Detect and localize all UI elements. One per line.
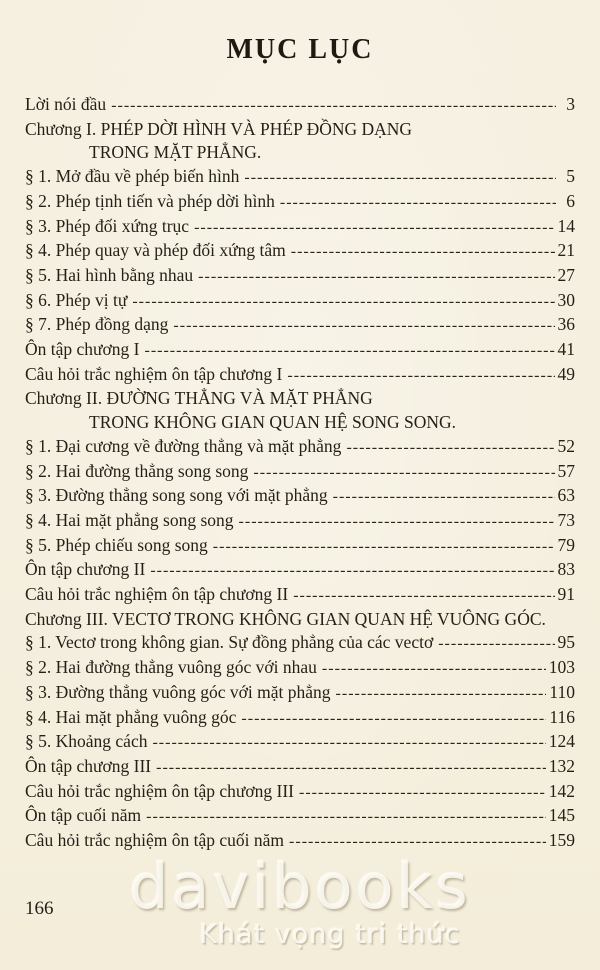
toc-entry-label: § 1. Mở đầu về phép biến hình bbox=[25, 166, 240, 187]
dash-leader bbox=[198, 264, 554, 289]
toc-entry-label: § 2. Hai đường thẳng song song bbox=[25, 460, 249, 481]
dash-leader bbox=[213, 534, 555, 559]
toc-entry bbox=[25, 93, 575, 118]
toc-entry bbox=[25, 264, 575, 289]
dash-leader bbox=[111, 93, 556, 118]
toc-entry-page: 142 bbox=[548, 780, 575, 801]
toc-entry bbox=[25, 435, 575, 460]
toc-chapter-subtitle: TRONG MẶT PHẲNG. bbox=[89, 142, 262, 163]
toc-entry bbox=[25, 338, 575, 363]
toc-entry-label: § 3. Đường thẳng vuông góc với mặt phẳng bbox=[25, 681, 331, 702]
toc-entry-label: § 2. Hai đường thẳng vuông góc với nhau bbox=[25, 657, 317, 678]
dash-leader bbox=[287, 363, 554, 388]
toc-entry bbox=[25, 706, 575, 731]
toc-chapter bbox=[25, 118, 575, 165]
toc-entry-label: § 6. Phép vị tự bbox=[25, 289, 128, 310]
toc-chapter-subtitle: TRONG KHÔNG GIAN QUAN HỆ SONG SONG. bbox=[89, 412, 457, 433]
toc-entry-page: 6 bbox=[566, 190, 575, 211]
toc-entry-page: 3 bbox=[566, 94, 575, 114]
toc-entry-label: § 5. Khoảng cách bbox=[25, 731, 148, 752]
toc-entry-page: 116 bbox=[549, 706, 575, 727]
toc-entry-label: § 5. Hai hình bằng nhau bbox=[25, 264, 194, 285]
dash-leader bbox=[173, 313, 554, 338]
toc-entry-page: 41 bbox=[557, 339, 575, 360]
dash-leader bbox=[156, 755, 546, 780]
toc-entry bbox=[25, 656, 575, 681]
toc-entry bbox=[25, 534, 575, 559]
toc-entry-label: Ôn tập chương I bbox=[25, 339, 140, 360]
toc-entry bbox=[25, 558, 575, 583]
toc-entry-label: § 3. Phép đối xứng trục bbox=[25, 215, 190, 236]
toc-entry-page: 30 bbox=[557, 289, 575, 310]
dash-leader bbox=[289, 829, 546, 854]
watermark bbox=[0, 850, 600, 950]
page-number: 166 bbox=[25, 898, 54, 919]
dash-leader bbox=[322, 656, 546, 681]
toc-entry-label: § 2. Phép tịnh tiến và phép dời hình bbox=[25, 190, 275, 211]
toc-entry bbox=[25, 730, 575, 755]
toc-entry-label: § 7. Phép đồng dạng bbox=[25, 314, 169, 335]
dash-leader bbox=[291, 239, 555, 264]
toc-entry-label: § 3. Đường thẳng song song với mặt phẳng bbox=[25, 485, 328, 506]
toc-entry-page: 5 bbox=[566, 166, 575, 187]
toc-entry bbox=[25, 313, 575, 338]
dash-leader bbox=[194, 215, 554, 240]
toc-entry-page: 124 bbox=[548, 731, 575, 752]
toc-entry-label: Câu hỏi trắc nghiệm ôn tập chương I bbox=[25, 363, 283, 384]
toc-entry-page: 159 bbox=[548, 830, 575, 851]
toc-entry bbox=[25, 681, 575, 706]
dash-leader bbox=[241, 706, 546, 731]
toc-entry bbox=[25, 509, 575, 534]
dash-leader bbox=[132, 289, 554, 314]
dash-leader bbox=[336, 681, 547, 706]
watermark-brand: davibooks bbox=[129, 850, 471, 923]
dash-leader bbox=[293, 583, 554, 608]
toc-entry-page: 79 bbox=[557, 534, 575, 555]
toc-entry-page: 57 bbox=[557, 460, 575, 481]
toc-entry-page: 110 bbox=[549, 681, 575, 702]
toc-entry-page: 95 bbox=[557, 632, 575, 653]
dash-leader bbox=[346, 435, 554, 460]
toc-entry-label: Câu hỏi trắc nghiệm ôn tập cuối năm bbox=[25, 830, 285, 851]
toc-chapter-title: Chương III. VECTƠ TRONG KHÔNG GIAN QUAN HỆ VUÔNG GÓC. bbox=[25, 608, 546, 629]
dash-leader bbox=[244, 165, 556, 190]
toc-entry-page: 145 bbox=[548, 805, 575, 826]
toc-entry-label: Câu hỏi trắc nghiệm ôn tập chương II bbox=[25, 584, 289, 605]
toc-entry-page: 83 bbox=[557, 559, 575, 580]
toc-entry-label: § 1. Vectơ trong không gian. Sự đồng phẳng của các vectơ bbox=[25, 632, 434, 653]
dash-leader bbox=[299, 780, 546, 805]
toc-chapter bbox=[25, 608, 575, 632]
toc-entry bbox=[25, 165, 575, 190]
dash-leader bbox=[150, 558, 554, 583]
toc-entry bbox=[25, 239, 575, 264]
toc-entry-label: § 1. Đại cương về đường thẳng và mặt phẳng bbox=[25, 435, 342, 456]
toc-entry-page: 49 bbox=[557, 363, 575, 384]
toc-entry bbox=[25, 215, 575, 240]
dash-leader bbox=[333, 484, 555, 509]
toc-list bbox=[25, 93, 575, 854]
toc-entry-page: 14 bbox=[557, 215, 575, 236]
toc-entry bbox=[25, 363, 575, 388]
toc-entry-label: Câu hỏi trắc nghiệm ôn tập chương III bbox=[25, 780, 295, 801]
toc-entry-label: § 5. Phép chiếu song song bbox=[25, 534, 208, 555]
toc-entry-page: 21 bbox=[557, 240, 575, 261]
dash-leader bbox=[438, 631, 554, 656]
toc-entry-page: 103 bbox=[548, 657, 575, 678]
dash-leader bbox=[239, 509, 555, 534]
toc-entry-page: 73 bbox=[557, 509, 575, 530]
toc-entry-label: Ôn tập chương II bbox=[25, 559, 146, 580]
toc-entry bbox=[25, 190, 575, 215]
toc-entry bbox=[25, 583, 575, 608]
toc-entry-page: 91 bbox=[557, 584, 575, 605]
toc-entry bbox=[25, 631, 575, 656]
dash-leader bbox=[280, 190, 556, 215]
toc-entry-label: Ôn tập cuối năm bbox=[25, 805, 142, 826]
toc-entry-page: 27 bbox=[557, 264, 575, 285]
toc-entry-page: 132 bbox=[548, 755, 575, 776]
toc-entry-label: Lời nói đầu bbox=[25, 94, 107, 114]
toc-entry bbox=[25, 460, 575, 485]
toc-entry-page: 63 bbox=[557, 485, 575, 506]
watermark-slogan: Khát vọng tri thức bbox=[199, 919, 461, 950]
page-title: MỤC LỤC bbox=[226, 34, 374, 65]
toc-entry-page: 52 bbox=[557, 435, 575, 456]
dash-leader bbox=[253, 460, 554, 485]
dash-leader bbox=[152, 730, 545, 755]
toc-entry-label: Ôn tập chương III bbox=[25, 755, 152, 776]
toc-entry-page: 36 bbox=[557, 314, 575, 335]
toc-entry bbox=[25, 289, 575, 314]
toc-chapter-title: Chương II. ĐƯỜNG THẲNG VÀ MẶT PHẲNG bbox=[25, 388, 373, 409]
toc-chapter-title: Chương I. PHÉP DỜI HÌNH VÀ PHÉP ĐỒNG DẠNG bbox=[25, 118, 413, 139]
toc-entry bbox=[25, 755, 575, 780]
toc-entry bbox=[25, 804, 575, 829]
toc-chapter bbox=[25, 387, 575, 434]
toc-entry-label: § 4. Phép quay và phép đối xứng tâm bbox=[25, 240, 286, 261]
toc-entry bbox=[25, 829, 575, 854]
dash-leader bbox=[144, 338, 554, 363]
toc-entry-label: § 4. Hai mặt phẳng song song bbox=[25, 509, 234, 530]
dash-leader bbox=[146, 804, 546, 829]
toc-entry-label: § 4. Hai mặt phẳng vuông góc bbox=[25, 706, 237, 727]
toc-entry bbox=[25, 780, 575, 805]
toc-entry bbox=[25, 484, 575, 509]
